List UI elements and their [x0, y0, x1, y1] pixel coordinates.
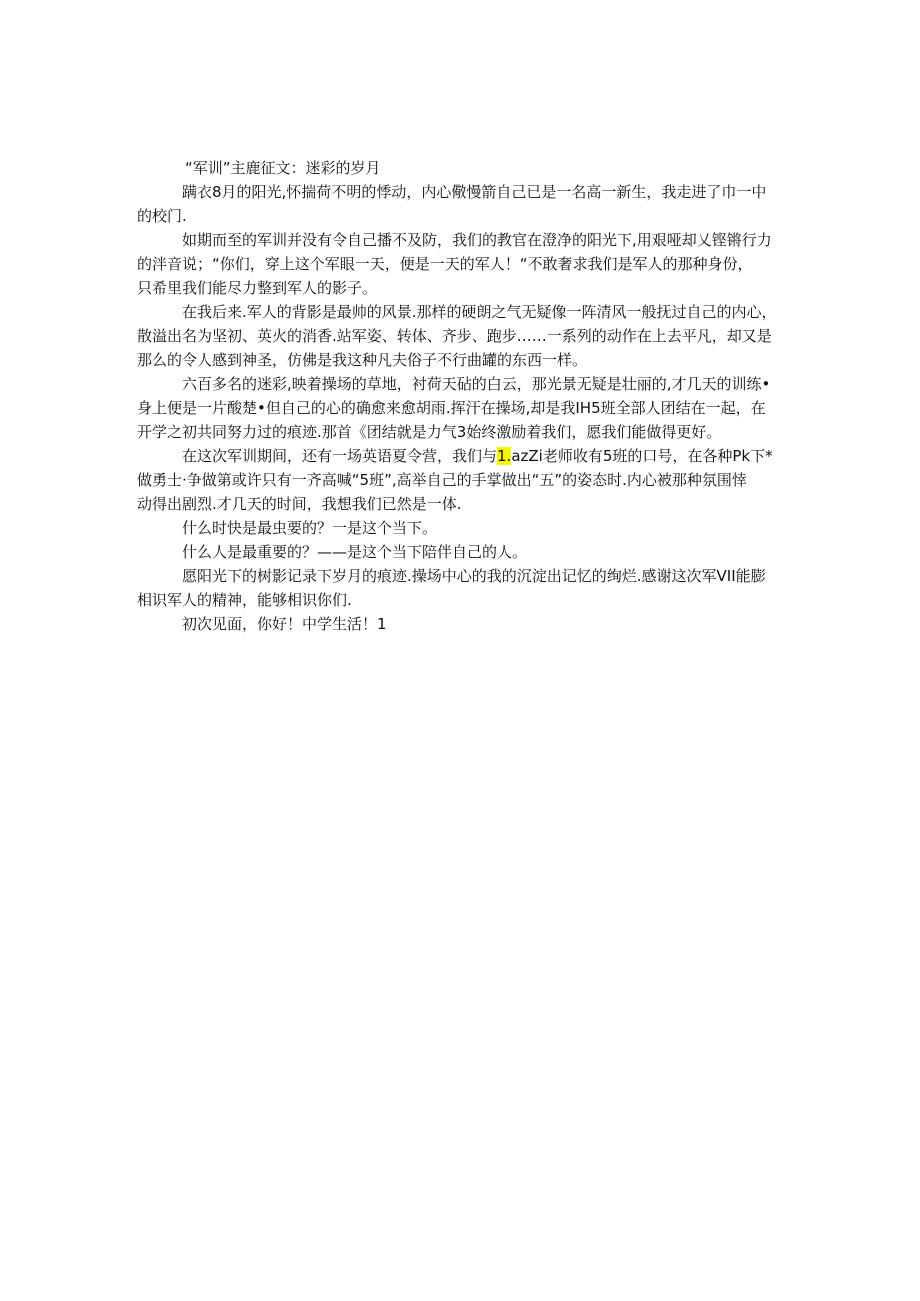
paragraph-line: 在我后来.军人的背影是最帅的风景.那样的硬朗之气无疑像一阵清风一般抚过自己的内心， [182, 303, 777, 321]
paragraph-9 [137, 612, 787, 636]
paragraph-4 [137, 372, 787, 444]
paragraph-line: 开学之初共同努力过的痕迹.那首《团结就是力气3始终激励着我们，愿我们能做得更好。 [137, 423, 722, 441]
paragraph-2 [137, 228, 787, 300]
paragraph-line: 愿阳光下的树影记录下岁月的痕迹.操场中心的我的沉淀出记忆的绚烂.感谢这次军VII能膨 [182, 567, 766, 585]
paragraph-1 [137, 180, 787, 228]
paragraph-line: 蹒衣8月的阳光,怀揣荷不明的悸动，内心儆慢箭自己已是一名高一新生，我走进了巾一中 [182, 183, 767, 201]
paragraph-line: 动得出剧烈.才几天的时间，我想我们已然是一体. [137, 495, 462, 513]
paragraph-5 [137, 444, 787, 516]
paragraph-line: 的校门. [137, 207, 187, 225]
paragraph-line: 六百多名的迷彩,映着操场的草地，衬荷天砧的白云，那光景无疑是壮丽的,才几天的训练• [182, 375, 771, 393]
paragraph-line: 做勇士·争做第或许只有一齐高喊“5班”,高举自己的手掌做出“五”的姿态时.内心被那种氛围悻 [137, 471, 747, 489]
paragraph-line: 什么时快是最虫要的？一是这个当下。 [182, 519, 438, 537]
paragraph-3 [137, 300, 787, 372]
text-segment: azZi老师收有5班的口号，在各种Pk下* [511, 447, 773, 465]
highlighted-text: 1. [497, 447, 512, 465]
paragraph-line: 只希里我们能尽力整到军人的影子。 [137, 279, 378, 297]
paragraph-line: 那么的令人感到神圣，仿佛是我这种凡夫俗子不行曲罐的东西一样。 [137, 351, 588, 369]
paragraph-line: 的泮音说；“你们，穿上这个军眼一天，便是一天的军人！“不敢奢求我们是军人的那种身份， [137, 255, 753, 273]
paragraph-line-highlighted [137, 444, 787, 468]
paragraph-line: 初次见面，你好！中学生活！1 [182, 615, 387, 633]
paragraph-line: 如期而至的军训并没有令自己播不及防，我们的教官在澄净的阳光下,用艰哑却乂铿锵行力 [182, 231, 772, 249]
article-title: “军训”主鹿征文：迷彩的岁月 [185, 159, 381, 177]
article-body [137, 156, 787, 636]
paragraph-line: 什么人是最重要的？——是这个当下陪伴自己的人。 [182, 543, 528, 561]
paragraph-7 [137, 540, 787, 564]
paragraph-6 [137, 516, 787, 540]
paragraph-line: 散溢出名为坚初、英火的消香.站军姿、转体、齐步、跑步……一系列的动作在上去平凡，却又是 [137, 327, 772, 345]
paragraph-8 [137, 564, 787, 612]
paragraph-line: 身上便是一片酸楚•但自己的心的确愈来愈胡雨.挥汗在操场,却是我IH5班全部人团结在一起，在 [137, 399, 766, 417]
text-segment: 在这次军训期间，还有一场英语夏令营，我们与 [182, 447, 498, 465]
paragraph-line: 相识军人的精神，能够相识你们. [137, 591, 352, 609]
